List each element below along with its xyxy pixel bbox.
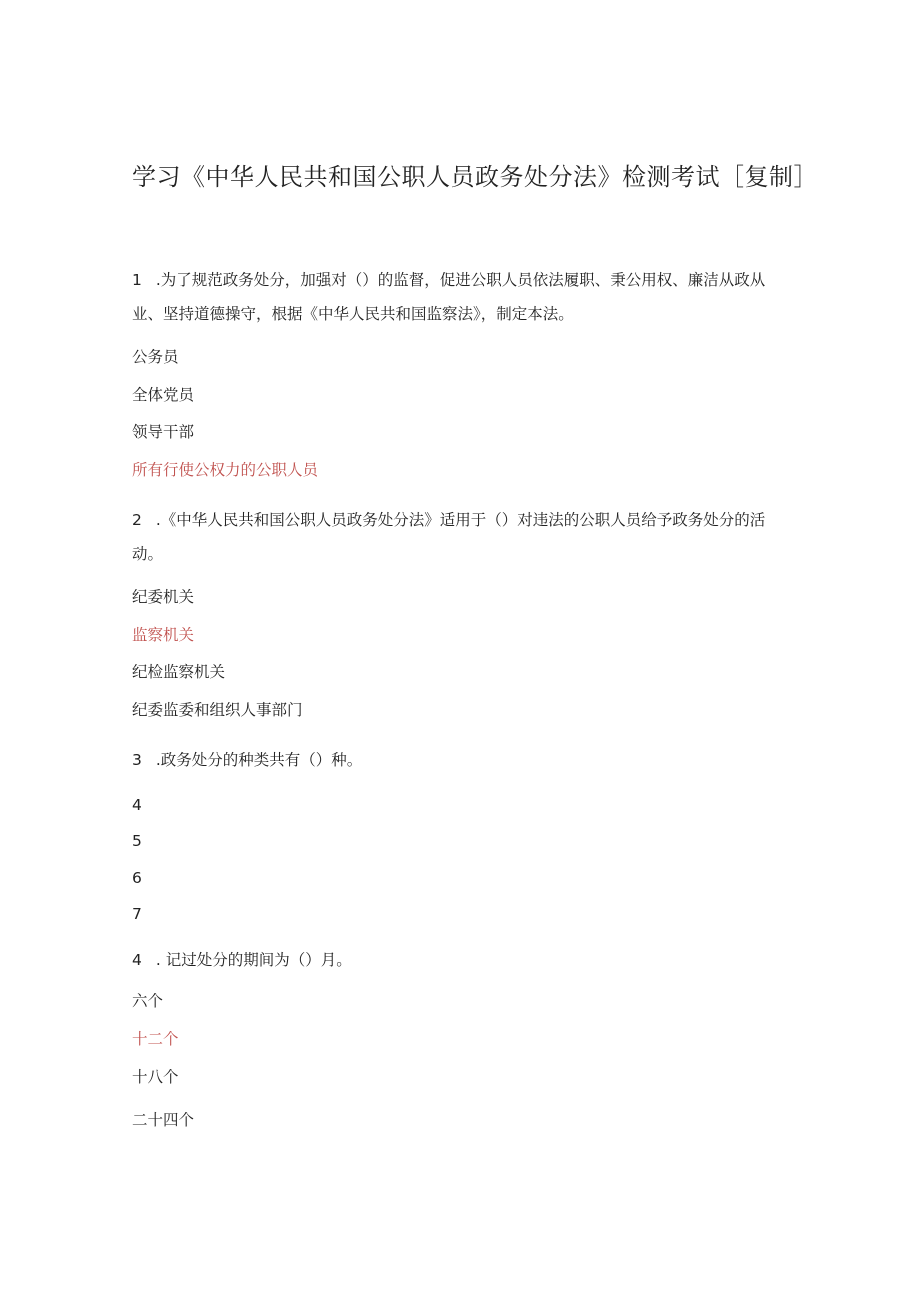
q1-option-3[interactable]: 领导干部: [132, 423, 195, 441]
q4-option-1[interactable]: 六个: [132, 992, 164, 1010]
question-text: .为了规范政务处分，加强对（）的监督，促进公职人员依法履职、秉公用权、廉洁从政从业、坚持道德操守，根据《中华人民共和国监察法》，制定本法。: [132, 271, 766, 323]
q3-option-3[interactable]: 6: [132, 869, 142, 887]
q3-option-2[interactable]: 5: [132, 832, 142, 850]
question-2: [132, 503, 792, 571]
q2-option-3[interactable]: 纪检监察机关: [132, 663, 226, 681]
q2-option-1[interactable]: 纪委机关: [132, 588, 195, 606]
q4-option-3[interactable]: 十八个: [132, 1068, 179, 1086]
q1-option-4-correct[interactable]: 所有行使公权力的公职人员: [132, 461, 319, 479]
q3-option-4[interactable]: 7: [132, 905, 142, 923]
q2-option-4[interactable]: 纪委监委和组织人事部门: [132, 701, 303, 719]
page-title: 学习《中华人民共和国公职人员政务处分法》检测考试［复制］: [132, 163, 818, 191]
q3-option-1[interactable]: 4: [132, 796, 142, 814]
q1-option-2[interactable]: 全体党员: [132, 386, 195, 404]
question-text: .《中华人民共和国公职人员政务处分法》适用于（）对违法的公职人员给予政务处分的活动。: [132, 511, 766, 563]
q2-option-2-correct[interactable]: 监察机关: [132, 626, 195, 644]
question-number: 4: [132, 951, 142, 969]
question-4: [132, 943, 792, 977]
q4-option-4[interactable]: 二十四个: [132, 1111, 195, 1129]
question-number: 3: [132, 751, 142, 769]
question-3: [132, 743, 792, 777]
q4-option-2-correct[interactable]: 十二个: [132, 1030, 179, 1048]
question-text: . 记过处分的期间为（）月。: [155, 951, 352, 969]
question-text: .政务处分的种类共有（）种。: [155, 751, 363, 769]
question-number: 2: [132, 511, 142, 529]
q1-option-1[interactable]: 公务员: [132, 348, 179, 366]
question-1: [132, 263, 792, 331]
question-number: 1: [132, 271, 142, 289]
